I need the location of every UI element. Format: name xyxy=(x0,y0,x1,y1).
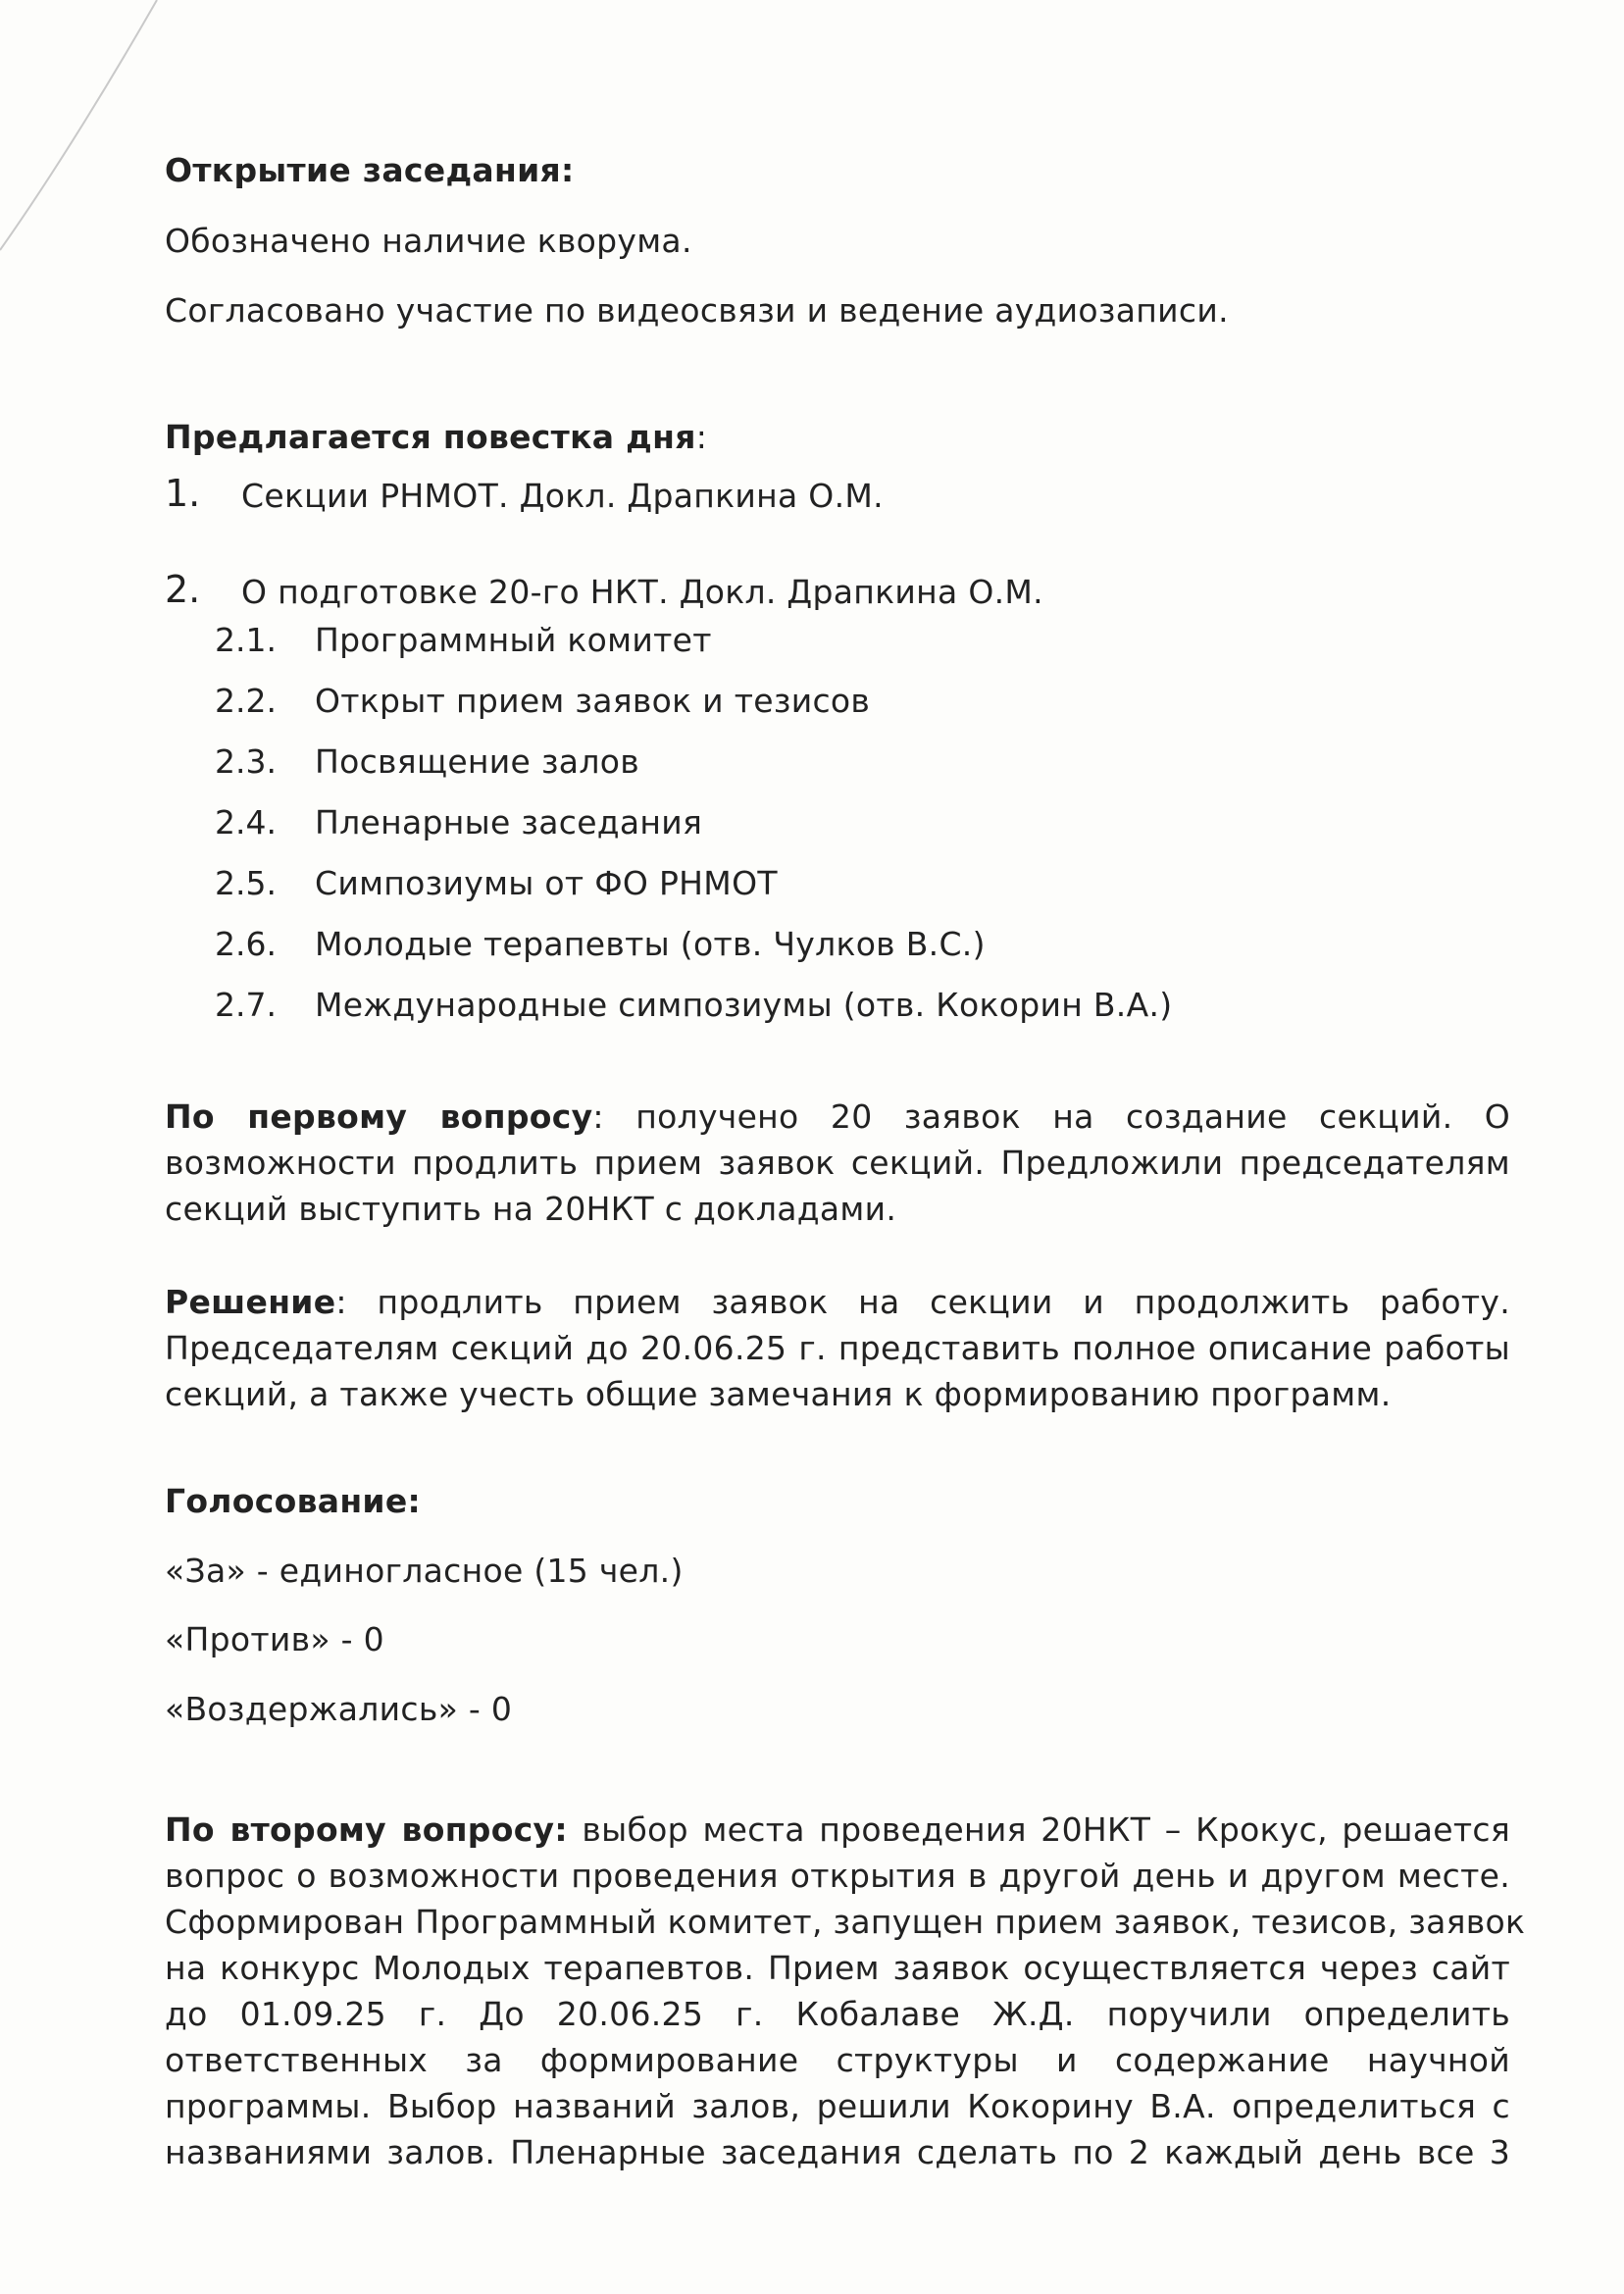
agenda-subitem-number: 2.7. xyxy=(215,986,277,1024)
agenda-subitem-number: 2.4. xyxy=(215,803,277,841)
q2-paragraph-line xyxy=(165,1807,1510,1853)
agenda-item-text: Секции РНМОТ. Докл. Драпкина О.М. xyxy=(241,477,884,515)
q2-paragraph-line: Сформирован Программный комитет, запущен прием заявок, тезисов, заявок xyxy=(165,1903,1526,1941)
q2-paragraph-line: до 01.09.25 г. До 20.06.25 г. Кобалаве Ж.Д. поручили определить xyxy=(165,1995,1510,2033)
agenda-item-text: О подготовке 20-го НКТ. Докл. Драпкина О.М. xyxy=(241,573,1043,611)
agenda-subitem-text: Молодые терапевты (отв. Чулков В.С.) xyxy=(315,925,986,963)
vote-for: «За» - единогласное (15 чел.) xyxy=(165,1552,684,1590)
decision-paragraph-line xyxy=(165,1279,1510,1325)
q2-paragraph-line: программы. Выбор названий залов, решили Кокорину В.А. определиться с xyxy=(165,2087,1510,2125)
vote-abstain: «Воздержались» - 0 xyxy=(165,1690,513,1728)
agenda-subitem-text: Посвящение залов xyxy=(315,742,639,781)
agenda-heading xyxy=(165,414,707,460)
agenda-subitem-number: 2.5. xyxy=(215,864,277,902)
opening-video: Согласовано участие по видеосвязи и ведение аудиозаписи. xyxy=(165,291,1229,330)
agenda-subitem-text: Открыт прием заявок и тезисов xyxy=(315,682,871,720)
q1-label: По первому вопросу xyxy=(165,1097,593,1136)
agenda-item-number: 1. xyxy=(165,472,201,515)
q2-paragraph-line: ответственных за формирование структуры и содержание научной xyxy=(165,2041,1510,2079)
q2-paragraph-line: на конкурс Молодых терапевтов. Прием заявок осуществляется через сайт xyxy=(165,1949,1510,1987)
decision-label: Решение xyxy=(165,1283,336,1321)
scan-fold-mark xyxy=(0,0,177,255)
q1-paragraph-line xyxy=(165,1094,1510,1140)
q2-paragraph-line: названиями залов. Пленарные заседания сделать по 2 каждый день все 3 xyxy=(165,2133,1510,2171)
agenda-heading-colon: : xyxy=(695,418,708,456)
q2-paragraph-line: вопрос о возможности проведения открытия в другой день и другом месте. xyxy=(165,1857,1510,1895)
agenda-heading-text: Предлагается повестка дня xyxy=(165,418,696,456)
agenda-subitem-text: Симпозиумы от ФО РНМОТ xyxy=(315,864,778,902)
agenda-item-number: 2. xyxy=(165,568,201,611)
agenda-subitem-number: 2.3. xyxy=(215,742,277,781)
q1-text: : получено 20 заявок на создание секций. О xyxy=(592,1097,1510,1136)
agenda-subitem-text: Международные симпозиумы (отв. Кокорин В.А.) xyxy=(315,986,1173,1024)
decision-paragraph-line: Председателям секций до 20.06.25 г. представить полное описание работы xyxy=(165,1329,1510,1367)
opening-quorum: Обозначено наличие кворума. xyxy=(165,222,692,260)
agenda-subitem-number: 2.1. xyxy=(215,621,277,659)
decision-paragraph-line: секций, а также учесть общие замечания к формированию программ. xyxy=(165,1375,1392,1413)
agenda-subitem-number: 2.2. xyxy=(215,682,277,720)
vote-heading: Голосование: xyxy=(165,1482,422,1520)
decision-text: : продлить прием заявок на секции и продолжить работу. xyxy=(335,1283,1510,1321)
opening-heading: Открытие заседания: xyxy=(165,151,575,189)
agenda-subitem-text: Программный комитет xyxy=(315,621,712,659)
q1-paragraph-line: возможности продлить прием заявок секций. Предложили председателям xyxy=(165,1144,1510,1182)
q2-label: По второму вопросу: xyxy=(165,1810,568,1849)
agenda-subitem-number: 2.6. xyxy=(215,925,277,963)
q1-paragraph-line: секций выступить на 20НКТ с докладами. xyxy=(165,1190,897,1228)
agenda-subitem-text: Пленарные заседания xyxy=(315,803,703,841)
vote-against: «Против» - 0 xyxy=(165,1620,384,1658)
q2-text: выбор места проведения 20НКТ – Крокус, решается xyxy=(567,1810,1511,1849)
